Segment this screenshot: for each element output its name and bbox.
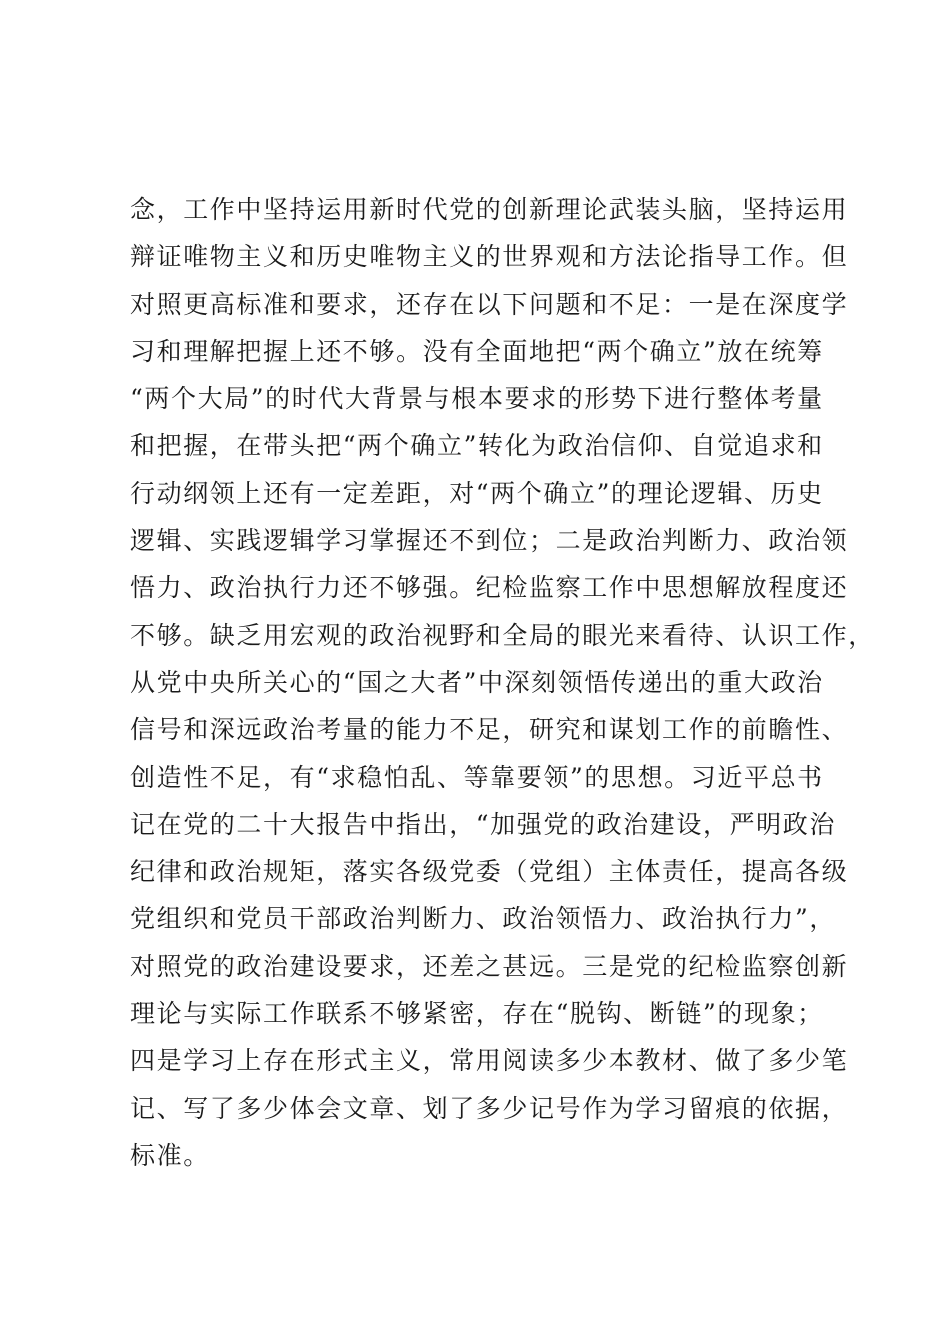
paragraph-line: 记在党的二十大报告中指出，“加强党的政治建设，严明政治 (130, 809, 836, 839)
paragraph-line: “两个大局”的时代大背景与根本要求的形势下进行整体考量 (130, 384, 824, 414)
paragraph-line: 不够。缺乏用宏观的政治视野和全局的眼光来看待、认识工作， (130, 620, 875, 650)
paragraph-line: 记、写了多少体会文章、划了多少记号作为学习留痕的依据， (130, 1093, 849, 1123)
paragraph-line: 逻辑、实践逻辑学习掌握还不到位；二是政治判断力、政治领 (130, 526, 849, 556)
paragraph-line: 标准。 (130, 1140, 210, 1170)
body-paragraph (130, 186, 875, 1179)
paragraph-line: 从党中央所关心的“国之大者”中深刻领悟传递出的重大政治 (130, 667, 824, 697)
paragraph-line: 习和理解把握上还不够。没有全面地把“两个确立”放在统筹 (130, 336, 824, 366)
paragraph-line: 对照党的政治建设要求，还差之甚远。三是党的纪检监察创新 (130, 951, 849, 981)
paragraph-line: 理论与实际工作联系不够紧密，存在“脱钩、断链”的现象； (130, 999, 824, 1029)
paragraph-line: 对照更高标准和要求，还存在以下问题和不足：一是在深度学 (130, 289, 849, 319)
paragraph-line: 党组织和党员干部政治判断力、政治领悟力、政治执行力”， (130, 904, 836, 934)
paragraph-line: 念，工作中坚持运用新时代党的创新理论武装头脑，坚持运用 (130, 195, 849, 224)
paragraph-line: 纪律和政治规矩，落实各级党委（党组）主体责任，提高各级 (130, 857, 849, 887)
paragraph-line: 信号和深远政治考量的能力不足，研究和谋划工作的前瞻性、 (130, 715, 849, 745)
paragraph-line: 辩证唯物主义和历史唯物主义的世界观和方法论指导工作。但 (130, 242, 849, 272)
paragraph-line: 创造性不足，有“求稳怕乱、等靠要领”的思想。习近平总书 (130, 762, 824, 792)
paragraph-line: 四是学习上存在形式主义，常用阅读多少本教材、做了多少笔 (130, 1046, 849, 1076)
paragraph-line: 和把握，在带头把“两个确立”转化为政治信仰、自觉追求和 (130, 431, 824, 461)
paragraph-line: 悟力、政治执行力还不够强。纪检监察工作中思想解放程度还 (130, 573, 849, 603)
paragraph-line: 行动纲领上还有一定差距，对“两个确立”的理论逻辑、历史 (130, 478, 824, 508)
